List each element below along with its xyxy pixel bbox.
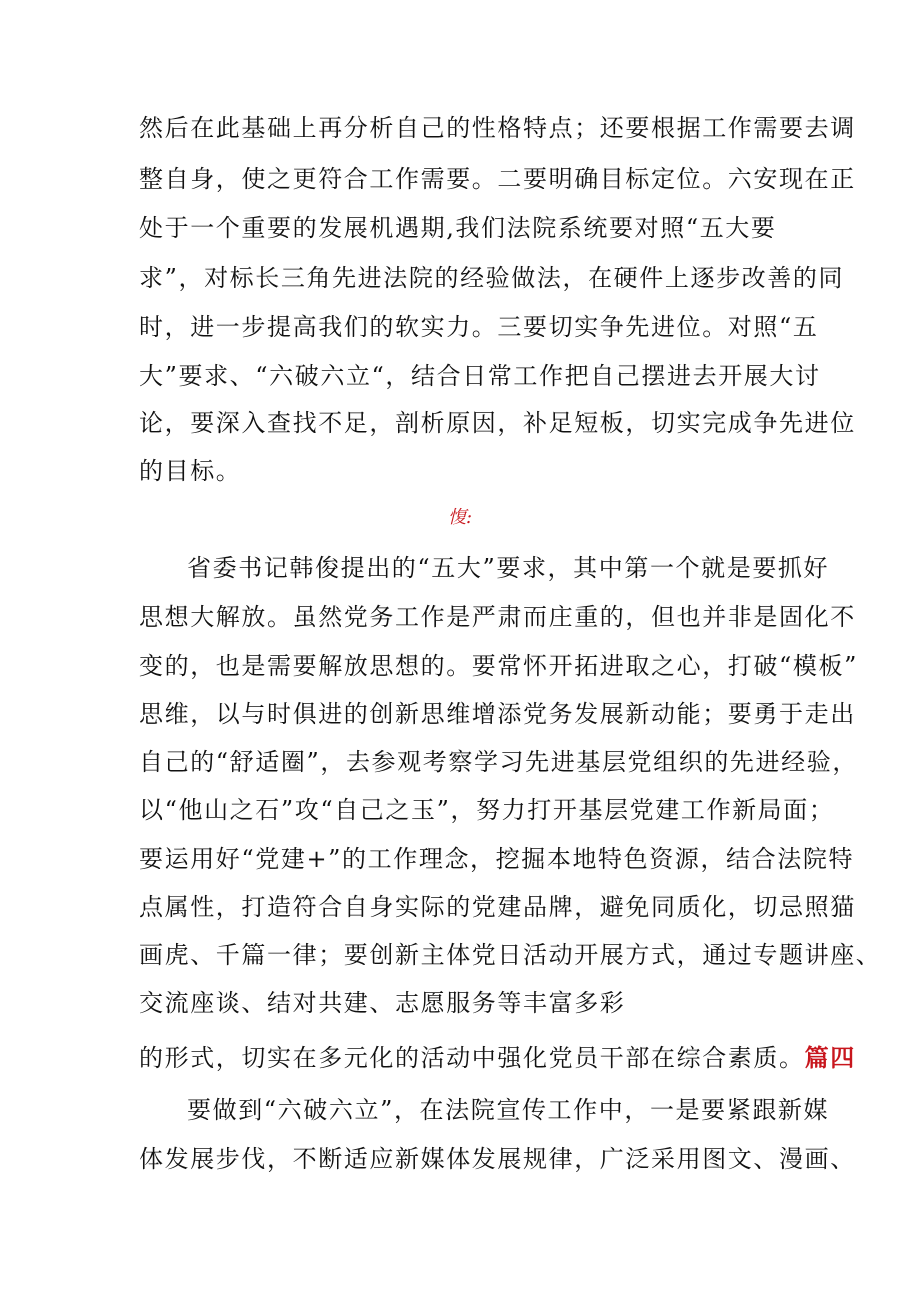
paragraph-line: 要运用好“党建+”的工作理念，挖掘本地特色资源，结合法院特	[139, 845, 855, 873]
paragraph-line: 时，进一步提高我们的软实力。三要切实争先进位。对照“五	[139, 313, 819, 341]
section-heading: 愎:	[447, 507, 473, 528]
section-marker: 篇四	[804, 1043, 856, 1072]
paragraph-line: 点属性，打造符合自身实际的党建品牌，避免同质化，切忌照猫	[139, 893, 856, 921]
paragraph-line: 体发展步伐，不断适应新媒体发展规律，广泛采用图文、漫画、	[139, 1145, 856, 1173]
paragraph-line: 然后在此基础上再分析自己的性格特点；还要根据工作需要去调	[139, 114, 856, 142]
paragraph-line: 画虎、千篇一律；要创新主体党日活动开展方式，通过专题讲座、	[139, 941, 882, 969]
paragraph-line: 思维，以与时俱进的创新思维增添党务发展新动能；要勇于走出	[139, 700, 856, 728]
paragraph-line: 求”，对标长三角先进法院的经验做法，在硬件上逐步改善的同	[139, 264, 845, 292]
paragraph-line: 论，要深入查找不足，剖析原因，补足短板，切实完成争先进位	[139, 409, 856, 437]
paragraph-first-line: 省委书记韩俊提出的“五大”要求，其中第一个就是要抓好	[187, 554, 830, 582]
paragraph-line: 自己的“舒适圈”，去参观考察学习先进基层党组织的先进经验，	[139, 748, 858, 776]
paragraph-line: 处于一个重要的发展机遇期,我们法院系统要对照“五大要	[139, 214, 777, 242]
paragraph-line: 思想大解放。虽然党务工作是严肃而庄重的，但也并非是固化不	[139, 603, 856, 631]
paragraph-line: 整自身，使之更符合工作需要。二要明确目标定位。六安现在正	[139, 165, 856, 193]
paragraph-last-line	[139, 1043, 856, 1073]
paragraph-line: 变的，也是需要解放思想的。要常怀开拓进取之心，打破“模板”	[139, 652, 858, 680]
paragraph-text: 的形式，切实在多元化的活动中强化党员干部在综合素质。	[139, 1044, 805, 1072]
paragraph-line: 的目标。	[139, 457, 242, 485]
paragraph-line: 大”要求、“六破六立“，结合日常工作把自己摆进去开展大讨	[139, 362, 821, 390]
paragraph-line: 以“他山之石”攻“自己之玉”，努力打开基层党建工作新局面；	[139, 796, 835, 824]
paragraph-line: 交流座谈、结对共建、志愿服务等丰富多彩	[139, 989, 626, 1017]
paragraph-first-line: 要做到“六破六立”，在法院宣传工作中，一是要紧跟新媒	[187, 1096, 830, 1124]
